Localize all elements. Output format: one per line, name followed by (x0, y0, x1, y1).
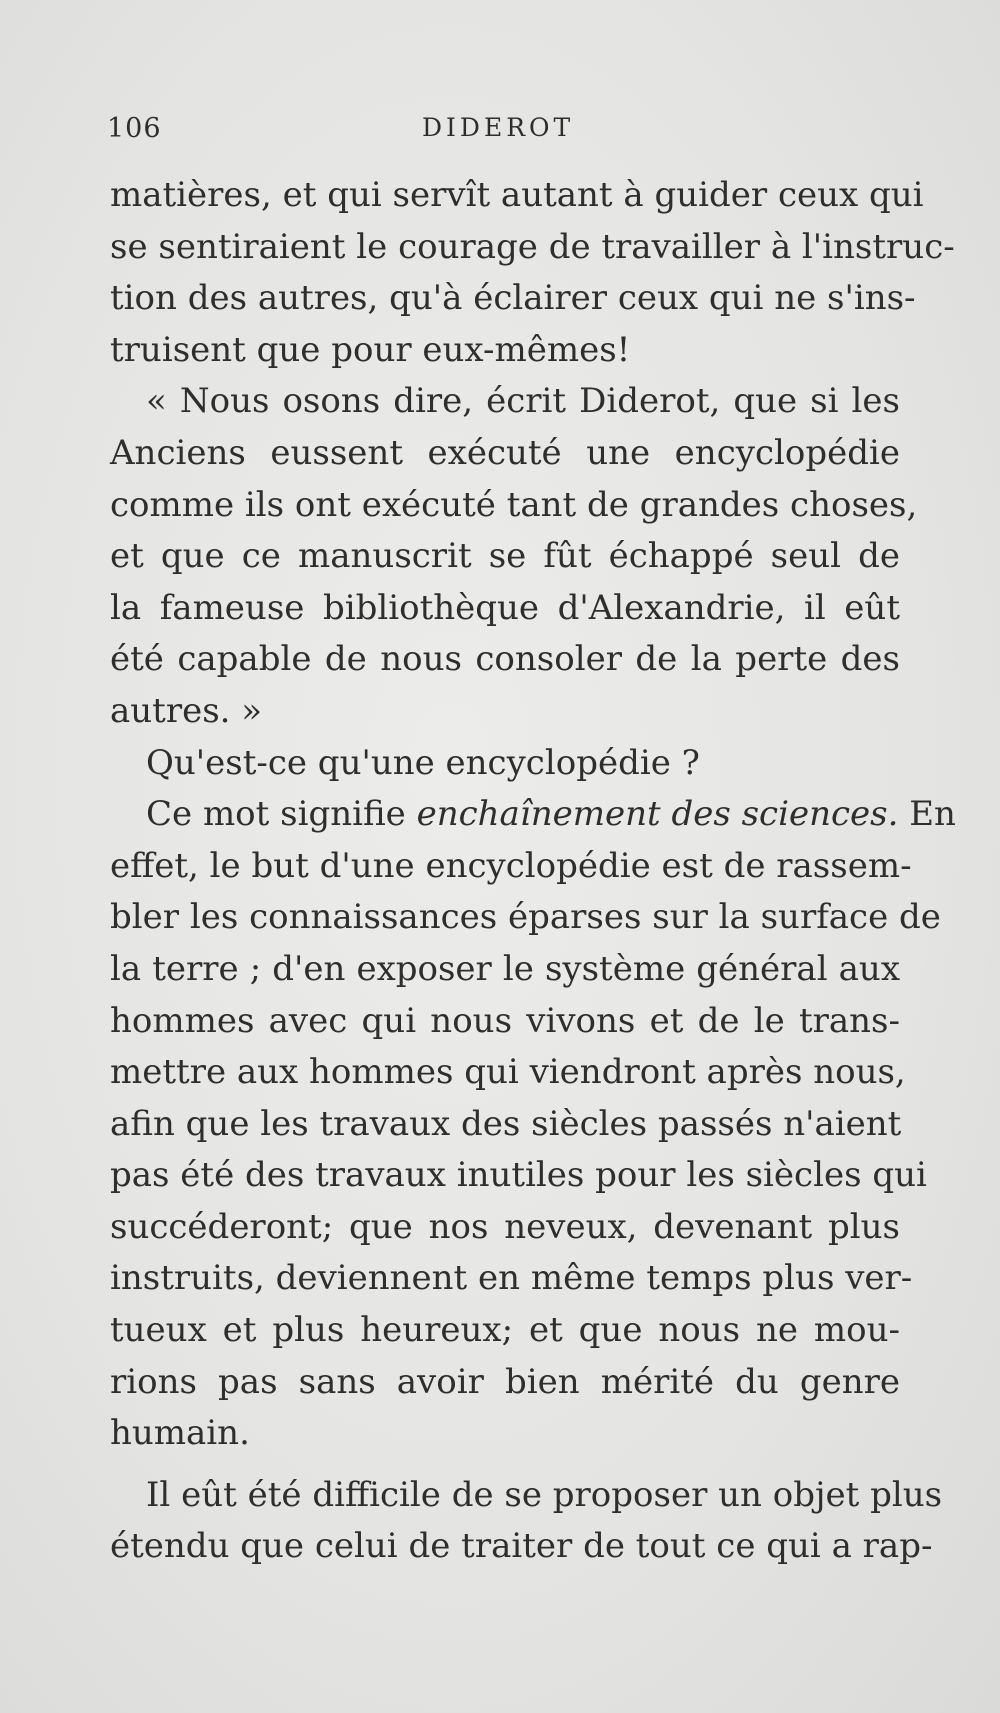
text-line: humain. (110, 1413, 250, 1454)
text-line: autres. » (110, 690, 263, 731)
text-line: hommes avec qui nous vivons et de le trans- (110, 1000, 900, 1041)
text-line: truisent que pour eux-mêmes! (110, 329, 631, 370)
text-line: tueux et plus heureux; et que nous ne mou- (110, 1310, 900, 1351)
page-number: 106 (107, 113, 162, 144)
text-line: instruits, deviennent en même temps plus ver- (110, 1258, 913, 1299)
paragraph-gap (110, 1460, 900, 1470)
text-line: comme ils ont exécuté tant de grandes choses, (110, 484, 918, 525)
italic-phrase: enchaînement des sciences. (416, 794, 899, 835)
page-header (107, 113, 900, 153)
text-line: succéderont; que nos neveux, devenant plus (110, 1206, 900, 1247)
body-text (110, 170, 956, 1573)
text-line: Anciens eussent exécuté une encyclopédie (110, 432, 900, 473)
text-line: bler les connaissances éparses sur la surface de (110, 897, 941, 938)
text-line: étendu que celui de traiter de tout ce qui a rap- (110, 1526, 933, 1567)
text-line: « Nous osons dire, écrit Diderot, que si les (146, 381, 900, 422)
text-line: matières, et qui servît autant à guider ceux qui (110, 175, 924, 215)
text-line: Qu'est-ce qu'une encyclopédie ? (146, 742, 700, 783)
text-line: effet, le but d'une encyclopédie est de rassem- (110, 845, 912, 886)
text-segment: En (898, 794, 956, 835)
text-line: mettre aux hommes qui viendront après nous, (110, 1052, 906, 1093)
running-head: DIDEROT (422, 113, 575, 142)
text-line (110, 789, 956, 841)
text-line: pas été des travaux inutiles pour les siècles qui (110, 1155, 927, 1196)
text-line: tion des autres, qu'à éclairer ceux qui ne s'ins- (110, 278, 916, 319)
text-line: se sentiraient le courage de travailler à l'instruc- (110, 226, 955, 267)
text-line: la terre ; d'en exposer le système général aux (110, 948, 900, 989)
text-line: rions pas sans avoir bien mérité du genre (110, 1361, 900, 1402)
text-line: Il eût été difficile de se proposer un objet plus (146, 1474, 943, 1515)
text-segment: Ce mot signifie (146, 794, 417, 835)
text-line: été capable de nous consoler de la perte des (110, 639, 900, 680)
text-line: afin que les travaux des siècles passés n'aient (110, 1103, 902, 1144)
text-line: et que ce manuscrit se fût échappé seul de (110, 536, 900, 577)
text-line: la fameuse bibliothèque d'Alexandrie, il eût (110, 587, 900, 628)
